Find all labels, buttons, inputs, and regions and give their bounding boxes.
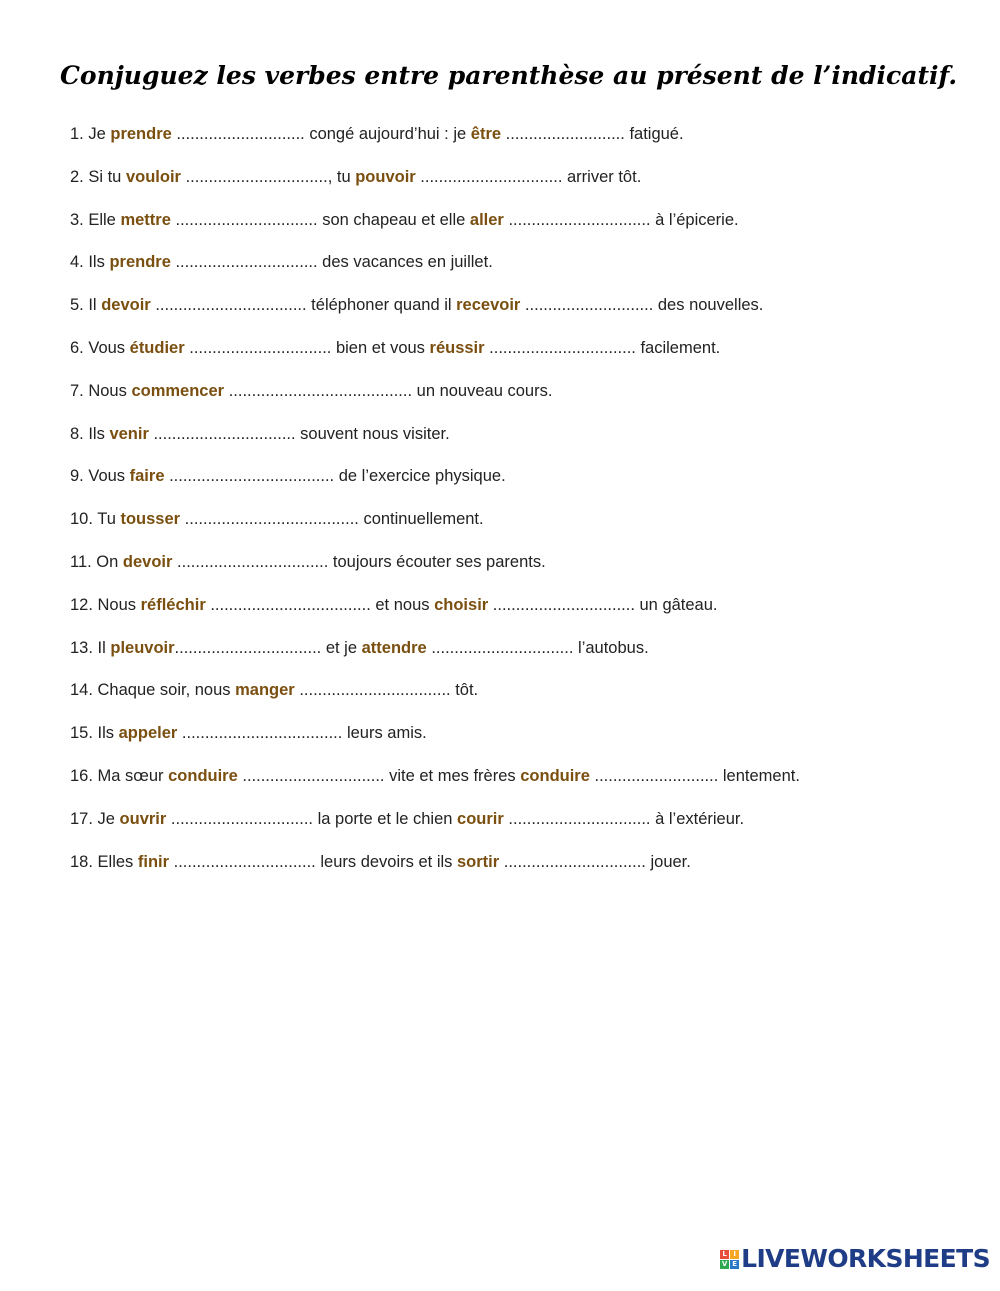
- infinitive-verb: conduire: [520, 766, 590, 785]
- infinitive-verb: réussir: [429, 338, 485, 357]
- exercise-text: 14. Chaque soir, nous: [70, 681, 236, 700]
- exercise-text: facilement.: [635, 338, 721, 357]
- exercise-text: l’autobus.: [573, 638, 649, 657]
- answer-blank[interactable]: ........................................: [228, 381, 413, 400]
- infinitive-verb: réfléchir: [140, 595, 206, 614]
- answer-blank[interactable]: ...............................: [508, 809, 651, 828]
- exercise-item: [70, 199, 800, 242]
- answer-blank[interactable]: ...............................: [242, 766, 385, 785]
- exercise-item: [70, 627, 800, 670]
- infinitive-verb: manger: [235, 681, 295, 700]
- answer-blank[interactable]: ...............................: [170, 809, 314, 828]
- infinitive-verb: sortir: [456, 852, 500, 871]
- infinitive-verb: mettre: [120, 210, 171, 229]
- answer-blank[interactable]: ....................................: [169, 467, 335, 486]
- infinitive-verb: ouvrir: [119, 809, 167, 828]
- answer-blank[interactable]: ...............................: [175, 210, 318, 229]
- answer-blank[interactable]: .................................: [155, 296, 307, 315]
- infinitive-verb: vouloir: [125, 167, 181, 186]
- badge-letter: V: [721, 1259, 728, 1268]
- infinitive-verb: étudier: [129, 338, 185, 357]
- exercise-text: leurs devoirs et ils: [315, 852, 457, 871]
- answer-blank[interactable]: ............................: [524, 296, 654, 315]
- answer-blank[interactable]: ............................: [176, 125, 305, 143]
- exercise-item: [70, 284, 800, 327]
- exercise-text: 5. Il: [70, 296, 102, 315]
- badge-letter: L: [720, 1250, 729, 1259]
- exercise-text: vite et mes frères: [384, 766, 521, 785]
- infinitive-verb: devoir: [122, 552, 173, 571]
- infinitive-verb: pouvoir: [355, 167, 416, 186]
- answer-blank[interactable]: ...........................: [594, 766, 719, 785]
- exercise-item: [70, 541, 800, 584]
- answer-blank[interactable]: ......................................: [184, 510, 359, 529]
- exercise-text: 15. Ils: [70, 724, 119, 743]
- exercise-item: [70, 156, 800, 199]
- exercise-text: 2. Si tu: [70, 167, 126, 186]
- answer-blank[interactable]: ...............................: [492, 595, 635, 614]
- exercise-text: 16. Ma sœur: [70, 766, 169, 785]
- exercise-text: 11. On: [70, 552, 123, 571]
- exercise-text: à l’extérieur.: [650, 809, 745, 828]
- exercise-item: [70, 755, 800, 798]
- exercise-text: un gâteau.: [634, 595, 718, 614]
- exercise-item: [70, 327, 800, 370]
- exercise-item: [70, 798, 800, 841]
- exercise-text: 8. Ils: [70, 424, 110, 443]
- liveworksheets-logo: [720, 1245, 990, 1273]
- exercise-list: [70, 113, 800, 883]
- answer-blank[interactable]: ...............................: [153, 424, 296, 443]
- exercise-text: jouer.: [645, 852, 691, 871]
- exercise-text: toujours écouter ses parents.: [328, 552, 546, 571]
- exercise-text: souvent nous visiter.: [295, 424, 450, 443]
- exercise-item: [70, 498, 800, 541]
- exercise-text: 1. Je: [70, 125, 111, 143]
- infinitive-verb: recevoir: [456, 296, 521, 315]
- infinitive-verb: aller: [469, 210, 504, 229]
- exercise-text: à l’épicerie.: [650, 210, 739, 229]
- infinitive-verb: prendre: [110, 125, 172, 143]
- answer-blank[interactable]: ................................: [174, 638, 322, 657]
- exercise-text: 4. Ils: [70, 253, 110, 272]
- infinitive-verb: faire: [129, 467, 165, 486]
- exercise-item: [70, 455, 800, 498]
- infinitive-verb: conduire: [168, 766, 238, 785]
- exercise-text: des vacances en juillet.: [317, 253, 493, 272]
- infinitive-verb: courir: [457, 809, 504, 828]
- exercise-item: [70, 584, 800, 627]
- exercise-item: [70, 113, 800, 156]
- infinitive-verb: appeler: [118, 724, 178, 743]
- answer-blank[interactable]: ...............................: [175, 253, 318, 272]
- exercise-item: [70, 413, 800, 456]
- exercise-text: lentement.: [718, 766, 800, 785]
- exercise-text: continuellement.: [358, 510, 484, 529]
- exercise-item: [70, 669, 800, 712]
- answer-blank[interactable]: ..........................: [505, 125, 625, 143]
- infinitive-verb: venir: [109, 424, 149, 443]
- exercise-text: son chapeau et elle: [317, 210, 470, 229]
- badge-letter: E: [730, 1260, 739, 1269]
- exercise-text: bien et vous: [331, 338, 430, 357]
- infinitive-verb: commencer: [131, 381, 225, 400]
- infinitive-verb: être: [470, 125, 502, 143]
- exercise-text: la porte et le chien: [313, 809, 458, 828]
- answer-blank[interactable]: ...............................: [503, 852, 646, 871]
- infinitive-verb: pleuvoir: [110, 638, 175, 657]
- exercise-text: téléphoner quand il: [306, 296, 457, 315]
- answer-blank[interactable]: ...................................: [210, 595, 371, 614]
- badge-letter: I: [730, 1250, 739, 1259]
- infinitive-verb: devoir: [101, 296, 151, 315]
- answer-blank[interactable]: ...............................: [189, 338, 332, 357]
- exercise-text: 7. Nous: [70, 381, 132, 400]
- exercise-text: arriver tôt.: [562, 167, 642, 186]
- answer-blank[interactable]: ...................................: [181, 724, 343, 743]
- exercise-text: 6. Vous: [70, 338, 130, 357]
- worksheet-instruction: Conjuguez les verbes entre parenthèse au présent de l’indicatif.: [60, 61, 958, 90]
- answer-blank[interactable]: ................................: [489, 338, 636, 357]
- exercise-text: 18. Elles: [70, 852, 138, 871]
- exercise-text: des nouvelles.: [653, 296, 764, 315]
- exercise-text: congé aujourd’hui : je: [304, 125, 471, 143]
- exercise-text: et je: [321, 638, 362, 657]
- exercise-item: [70, 370, 800, 413]
- exercise-text: 12. Nous: [70, 595, 141, 614]
- exercise-text: 9. Vous: [70, 467, 130, 486]
- liveworksheets-wordmark: LIVEWORKSHEETS: [741, 1244, 990, 1273]
- infinitive-verb: finir: [137, 852, 170, 871]
- exercise-text: , tu: [327, 167, 356, 186]
- exercise-text: leurs amis.: [342, 724, 427, 743]
- exercise-item: [70, 241, 800, 284]
- infinitive-verb: choisir: [434, 595, 489, 614]
- exercise-text: un nouveau cours.: [412, 381, 553, 400]
- exercise-item: [70, 712, 800, 755]
- exercise-text: 17. Je: [70, 809, 120, 828]
- answer-blank[interactable]: ...............................: [508, 210, 651, 229]
- infinitive-verb: attendre: [361, 638, 427, 657]
- exercise-text: 10. Tu: [70, 510, 121, 529]
- exercise-text: et nous: [370, 595, 435, 614]
- answer-blank[interactable]: ...............................: [185, 167, 328, 186]
- exercise-text: 3. Elle: [70, 210, 121, 229]
- liveworksheets-badge-icon: [720, 1250, 739, 1269]
- exercise-text: 13. Il: [70, 638, 111, 657]
- answer-blank[interactable]: ...............................: [420, 167, 563, 186]
- exercise-item: [70, 841, 800, 884]
- answer-blank[interactable]: .................................: [177, 552, 329, 571]
- answer-blank[interactable]: ...............................: [173, 852, 316, 871]
- answer-blank[interactable]: .................................: [299, 681, 451, 700]
- infinitive-verb: tousser: [120, 510, 181, 529]
- infinitive-verb: prendre: [109, 253, 171, 272]
- exercise-text: fatigué.: [624, 125, 684, 143]
- exercise-text: de l’exercice physique.: [334, 467, 506, 486]
- answer-blank[interactable]: ...............................: [431, 638, 574, 657]
- exercise-text: tôt.: [450, 681, 479, 700]
